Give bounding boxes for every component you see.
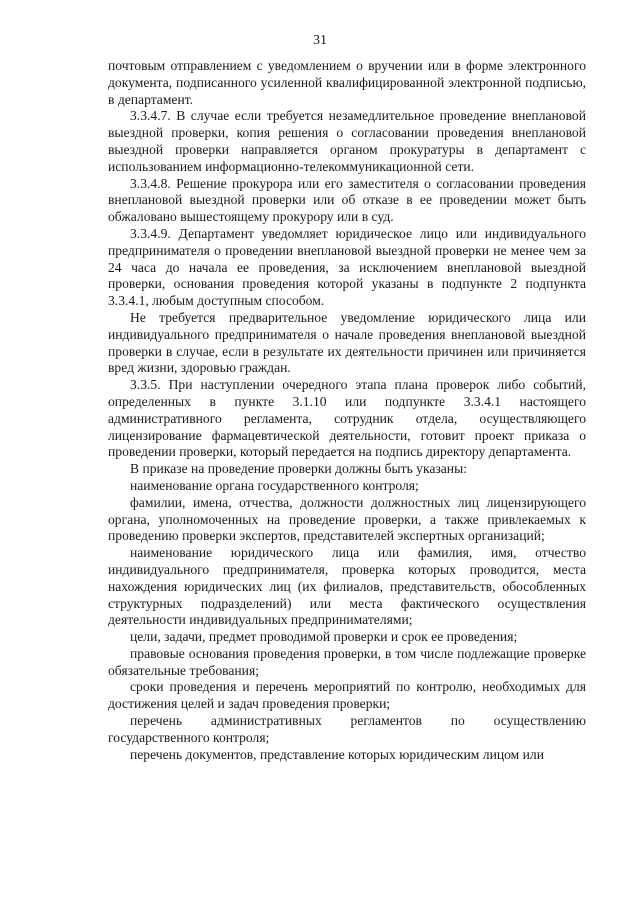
paragraph: 3.3.4.7. В случае если требуется незамедлительное проведение внеплановой выездной проверки, копия решения о согласовании проведения внеплановой выездной проверки направляется органом прокуратуры в департамент с использованием информационно-телекоммуникационной сети. [108, 108, 586, 174]
paragraph: наименование органа государственного контроля; [130, 477, 419, 493]
paragraph: 3.3.5. При наступлении очередного этапа плана проверок либо событий, определенных в пункте 3.1.10 или подпункте 3.3.4.1 настоящего административного регламента, сотрудник отдела, осуществляющего лицензирование фармацевтической деятельности, готовит проект приказа о проведении проверки, который передается на подпись директору департамента. [108, 377, 586, 460]
paragraph: перечень административных регламентов по осуществлению государственного контроля; [108, 713, 586, 745]
paragraph: цели, задачи, предмет проводимой проверки и срок ее проведения; [130, 629, 518, 645]
paragraph: перечень документов, представление которых юридическим лицом или [130, 746, 544, 762]
paragraph: правовые основания проведения проверки, в том числе подлежащие проверке обязательные требования; [108, 645, 586, 678]
paragraph: Не требуется предварительное уведомление юридического лица или индивидуального предпринимателя о начале проведения внеплановой выездной проверки в случае, если в результате их деятельности причинен или причиняется вред жизни, здоровью граждан. [108, 309, 586, 376]
document-body [108, 58, 586, 763]
paragraph: сроки проведения и перечень мероприятий по контролю, необходимых для достижения целей и задач проведения проверки; [108, 679, 586, 712]
paragraph: 3.3.4.8. Решение прокурора или его заместителя о согласовании проведения внеплановой выездной проверки или об отказе в ее проведении может быть обжаловано вышестоящему прокурору или в суд. [108, 175, 586, 225]
page-number: 31 [313, 33, 327, 48]
paragraph: 3.3.4.9. Департамент уведомляет юридическое лицо или индивидуального предпринимателя о проведении внеплановой выездной проверки не менее чем за 24 часа до начала ее проведения, за исключением внеплановой выездной проверки, основания проведения которой указаны в подпункте 2 подпункта 3.3.4.1, любым доступным способом. [108, 225, 586, 309]
paragraph: почтовым отправлением с уведомлением о вручении или в форме электронного документа, подписанного усиленной квалифицированной электронной подписью, в департамент. [108, 58, 586, 107]
paragraph: В приказе на проведение проверки должны быть указаны: [130, 461, 467, 477]
paragraph: фамилии, имена, отчества, должности должностных лиц лицензирующего органа, уполномоченных на проведение проверки, а также привлекаемых к проведению проверки экспертов, представителей экспертных организаций; [108, 494, 586, 544]
paragraph: наименование юридического лица или фамилия, имя, отчество индивидуального предпринимателя, проверка которых проводится, места нахождения юридических лиц (их филиалов, представительств, обособленных структурных подразделений) или места фактического осуществления деятельности индивидуальных предпринимателями; [108, 545, 586, 628]
